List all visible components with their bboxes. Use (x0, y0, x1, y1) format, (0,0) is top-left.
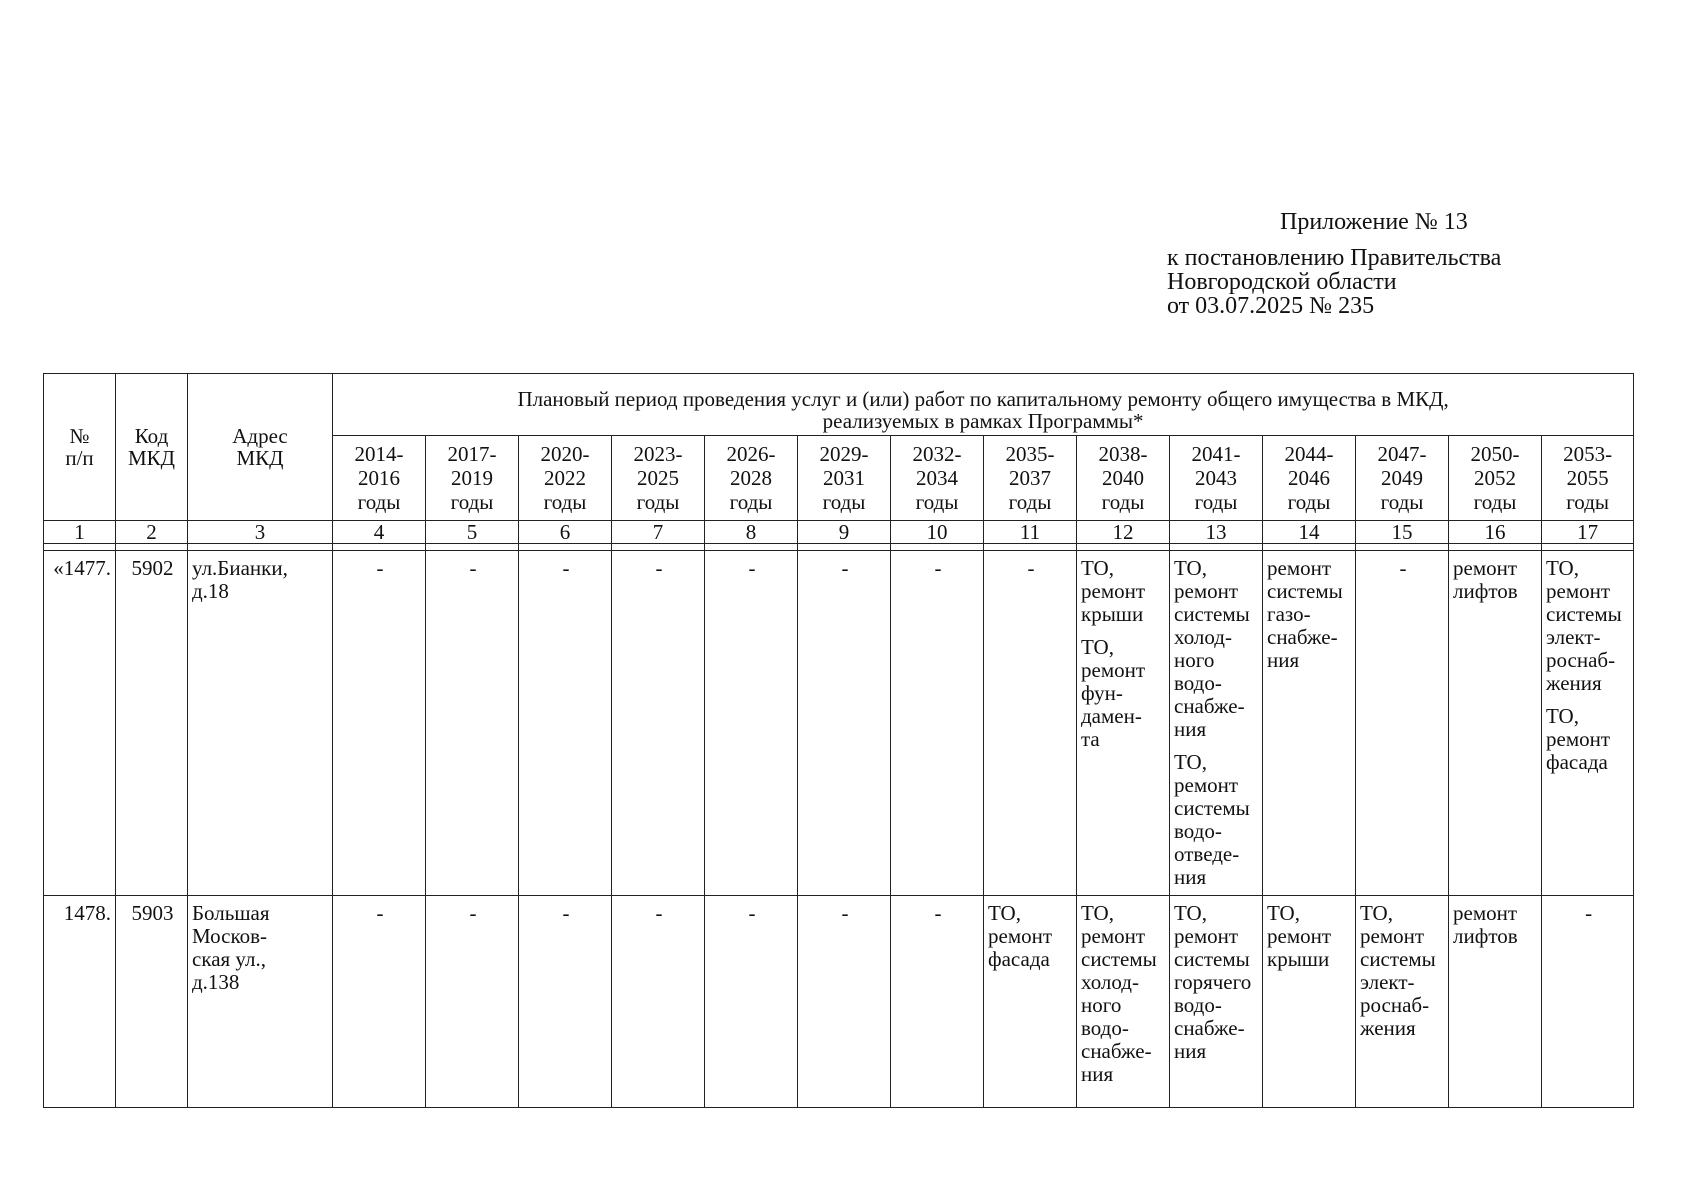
no-work-dash: - (469, 556, 477, 580)
work-cell-col-16 (1449, 551, 1542, 896)
work-item: ТО, ремонт системы горячего водо- снабже- ния (1174, 901, 1252, 1063)
appendix-title: Приложение № 13 (1280, 209, 1468, 235)
no-work-dash: - (934, 556, 942, 580)
building-code: 5902 (116, 551, 188, 896)
work-item: ремонт системы газо- снабже- ния (1267, 556, 1343, 672)
column-number-13: 13 (1170, 521, 1263, 544)
work-item: ТО, ремонт крыши (1267, 901, 1332, 971)
period-header-16: 2050- 2052 годы (1449, 436, 1542, 521)
no-work-dash: - (748, 901, 756, 925)
row-number: «1477. (44, 551, 116, 896)
work-cell-col-7 (612, 551, 705, 896)
work-cell-col-14 (1263, 551, 1356, 896)
column-number-5: 5 (426, 521, 519, 544)
work-item: ТО, ремонт системы водо- отведе- ния (1174, 750, 1250, 889)
no-work-dash: - (934, 901, 942, 925)
row-separator (44, 544, 1634, 551)
building-address: Большая Москов- ская ул., д.138 (188, 896, 333, 1108)
work-cell-col-10 (891, 896, 984, 1108)
work-item: ТО, ремонт крыши (1081, 556, 1146, 626)
work-cell-col-7 (612, 896, 705, 1108)
column-number-3: 3 (188, 521, 333, 544)
no-work-dash: - (748, 556, 756, 580)
period-header-10: 2032- 2034 годы (891, 436, 984, 521)
period-header-4: 2014- 2016 годы (333, 436, 426, 521)
work-cell-col-16 (1449, 896, 1542, 1108)
column-number-16: 16 (1449, 521, 1542, 544)
no-work-dash: - (841, 556, 849, 580)
period-header-5: 2017- 2019 годы (426, 436, 519, 521)
work-cell-col-8 (705, 551, 798, 896)
period-header-17: 2053- 2055 годы (1542, 436, 1634, 521)
column-number-15: 15 (1356, 521, 1449, 544)
no-work-dash: - (376, 901, 384, 925)
work-cell-col-11 (984, 896, 1077, 1108)
no-work-dash: - (1027, 556, 1035, 580)
work-cell-col-13 (1170, 896, 1263, 1108)
work-cell-col-14 (1263, 896, 1356, 1108)
column-number-6: 6 (519, 521, 612, 544)
decree-line-1: к постановлению Правительства (1167, 245, 1502, 271)
no-work-dash: - (562, 901, 570, 925)
work-cell-col-13 (1170, 551, 1263, 896)
work-cell-col-5 (426, 896, 519, 1108)
period-header-9: 2029- 2031 годы (798, 436, 891, 521)
column-number-8: 8 (705, 521, 798, 544)
period-header-6: 2020- 2022 годы (519, 436, 612, 521)
work-item: ТО, ремонт системы элект- роснаб- жения (1546, 556, 1622, 695)
period-header-14: 2044- 2046 годы (1263, 436, 1356, 521)
period-header-8: 2026- 2028 годы (705, 436, 798, 521)
work-cell-col-11 (984, 551, 1077, 896)
work-cell-col-17 (1542, 551, 1634, 896)
work-cell-col-12 (1077, 551, 1170, 896)
decree-line-2: Новгородской области (1167, 269, 1397, 295)
document-header (1167, 210, 1607, 318)
column-number-2: 2 (116, 521, 188, 544)
work-cell-col-12 (1077, 896, 1170, 1108)
column-number-1: 1 (44, 521, 116, 544)
no-work-dash: - (562, 556, 570, 580)
column-number-10: 10 (891, 521, 984, 544)
work-cell-col-17 (1542, 896, 1634, 1108)
work-cell-col-15 (1356, 551, 1449, 896)
table-row (44, 551, 1634, 896)
work-cell-col-4 (333, 551, 426, 896)
work-cell-col-5 (426, 551, 519, 896)
work-cell-col-15 (1356, 896, 1449, 1108)
work-item: ремонт лифтов (1453, 556, 1518, 603)
period-header-11: 2035- 2037 годы (984, 436, 1077, 521)
period-header-12: 2038- 2040 годы (1077, 436, 1170, 521)
work-item: ТО, ремонт фасада (1546, 704, 1611, 774)
period-header-13: 2041- 2043 годы (1170, 436, 1263, 521)
work-item: ТО, ремонт системы холод- ного водо- снабже- ния (1081, 901, 1157, 1086)
no-work-dash: - (655, 556, 663, 580)
work-cell-col-9 (798, 896, 891, 1108)
work-item: ТО, ремонт системы холод- ного водо- снабже- ния (1174, 556, 1250, 741)
column-number-14: 14 (1263, 521, 1356, 544)
work-cell-col-6 (519, 551, 612, 896)
work-item: ТО, ремонт системы элект- роснаб- жения (1360, 901, 1436, 1040)
no-work-dash: - (841, 901, 849, 925)
decree-line-3: от 03.07.2025 № 235 (1167, 293, 1375, 319)
work-item: ремонт лифтов (1453, 901, 1518, 948)
column-number-7: 7 (612, 521, 705, 544)
column-number-17: 17 (1542, 521, 1634, 544)
column-number-11: 11 (984, 521, 1077, 544)
work-cell-col-6 (519, 896, 612, 1108)
row-number: 1478. (44, 896, 116, 1108)
work-cell-col-9 (798, 551, 891, 896)
capital-repair-table (43, 373, 1634, 1108)
column-number-4: 4 (333, 521, 426, 544)
period-header-15: 2047- 2049 годы (1356, 436, 1449, 521)
table-row (44, 896, 1634, 1108)
no-work-dash: - (376, 556, 384, 580)
no-work-dash: - (1585, 901, 1593, 925)
header-building-code: Код МКД (116, 374, 188, 521)
work-item: ТО, ремонт фун- дамен- та (1081, 635, 1146, 751)
header-building-address: Адрес МКД (188, 374, 333, 521)
work-cell-col-8 (705, 896, 798, 1108)
column-number-12: 12 (1077, 521, 1170, 544)
building-address: ул.Бианки, д.18 (188, 551, 333, 896)
no-work-dash: - (655, 901, 663, 925)
header-planned-period: Плановый период проведения услуг и (или) работ по капитальному ремонту общего имущества в МКД, реализуемых в рамках Программы* (333, 374, 1634, 436)
work-cell-col-10 (891, 551, 984, 896)
work-cell-col-4 (333, 896, 426, 1108)
column-number-9: 9 (798, 521, 891, 544)
no-work-dash: - (1399, 556, 1407, 580)
period-header-7: 2023- 2025 годы (612, 436, 705, 521)
building-code: 5903 (116, 896, 188, 1108)
header-row-number: № п/п (44, 374, 116, 521)
work-item: ТО, ремонт фасада (988, 901, 1053, 971)
no-work-dash: - (469, 901, 477, 925)
